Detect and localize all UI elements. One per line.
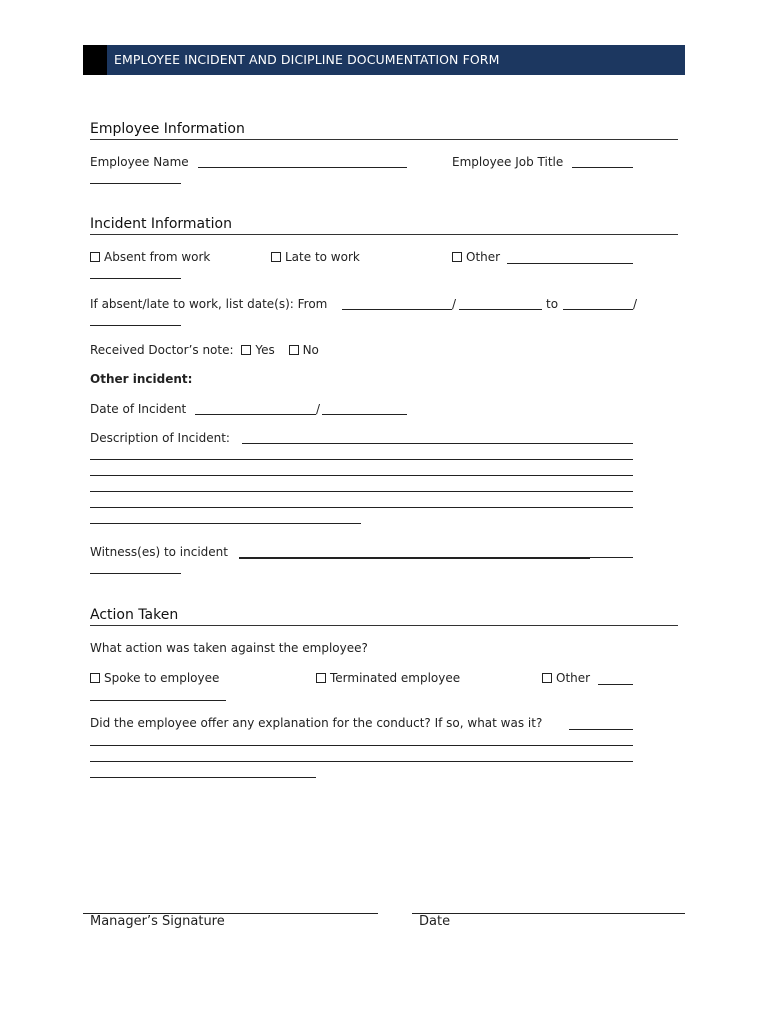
checkbox-icon[interactable] — [90, 673, 100, 683]
checkbox-icon[interactable] — [452, 252, 462, 262]
section-title-action-taken: Action Taken — [90, 607, 179, 623]
date-separator: / — [452, 297, 457, 311]
action-question: What action was taken against the employee? — [90, 641, 368, 655]
action-other-option[interactable] — [542, 671, 590, 685]
doctor-note-no-label: No — [302, 343, 319, 357]
checkbox-icon[interactable] — [289, 345, 299, 355]
section-title-employee-information: Employee Information — [90, 121, 245, 137]
date-to-field-1[interactable] — [563, 309, 633, 310]
explanation-question: Did the employee offer any explanation for the conduct? If so, what was it? — [90, 716, 543, 730]
checkbox-icon[interactable] — [90, 252, 100, 262]
other-incident-heading: Other incident: — [90, 372, 193, 386]
explanation-line[interactable] — [90, 777, 316, 778]
description-field[interactable] — [242, 443, 633, 444]
date-of-incident-label: Date of Incident — [90, 402, 187, 416]
dates-to-label: to — [546, 297, 559, 311]
spoke-to-employee-label: Spoke to employee — [104, 671, 220, 685]
section-rule — [90, 139, 678, 140]
terminated-employee-label: Terminated employee — [330, 671, 461, 685]
date-to-field-2[interactable] — [90, 325, 181, 326]
spoke-to-employee-option[interactable] — [90, 671, 219, 685]
incident-other-label: Other — [466, 250, 501, 264]
witness-label: Witness(es) to incident — [90, 545, 228, 559]
date-separator: / — [633, 297, 638, 311]
witness-field-continued[interactable] — [90, 573, 181, 574]
incident-other-field-continued[interactable] — [90, 278, 181, 279]
employee-name-label: Employee Name — [90, 155, 189, 169]
form-title: EMPLOYEE INCIDENT AND DICIPLINE DOCUMENTATION FORM — [114, 52, 500, 67]
description-line[interactable] — [90, 459, 633, 460]
employee-name-field[interactable] — [198, 167, 407, 168]
checkbox-icon[interactable] — [316, 673, 326, 683]
explanation-line[interactable] — [90, 745, 633, 746]
incident-other-field[interactable] — [507, 263, 633, 264]
form-header — [83, 45, 685, 75]
terminated-employee-option[interactable] — [316, 671, 460, 685]
action-other-field-continued[interactable] — [90, 700, 226, 701]
date-of-incident-field-1[interactable] — [195, 414, 316, 415]
action-other-field[interactable] — [598, 684, 633, 685]
incident-other-option[interactable] — [452, 250, 500, 264]
explanation-line[interactable] — [90, 761, 633, 762]
description-line[interactable] — [90, 491, 633, 492]
dates-from-label: If absent/late to work, list date(s): From — [90, 297, 328, 311]
absent-from-work-option[interactable] — [90, 250, 210, 264]
witness-field[interactable] — [239, 557, 590, 559]
witness-field-end[interactable] — [590, 557, 633, 558]
description-line[interactable] — [90, 523, 361, 524]
checkbox-icon[interactable] — [271, 252, 281, 262]
manager-signature-label: Manager’s Signature — [90, 914, 225, 929]
section-rule — [90, 234, 678, 235]
doctor-note-yes-label: Yes — [255, 343, 275, 357]
section-title-incident-information: Incident Information — [90, 216, 232, 232]
late-to-work-option[interactable] — [271, 250, 360, 264]
employee-job-title-label: Employee Job Title — [452, 155, 564, 169]
explanation-field[interactable] — [569, 729, 633, 730]
date-from-field-2[interactable] — [459, 309, 542, 310]
doctor-note-question — [90, 343, 319, 357]
header-accent — [83, 45, 107, 75]
description-of-incident-label: Description of Incident: — [90, 431, 230, 445]
employee-job-title-field[interactable] — [572, 167, 633, 168]
date-from-field-1[interactable] — [342, 309, 452, 310]
signature-date-label: Date — [419, 914, 451, 929]
date-of-incident-field-2[interactable] — [322, 414, 407, 415]
date-separator: / — [316, 402, 321, 416]
employee-job-title-field-continued[interactable] — [90, 183, 181, 184]
late-to-work-label: Late to work — [285, 250, 360, 264]
signature-date-line[interactable] — [412, 913, 685, 914]
description-line[interactable] — [90, 507, 633, 508]
action-other-label: Other — [556, 671, 591, 685]
checkbox-icon[interactable] — [241, 345, 251, 355]
absent-from-work-label: Absent from work — [104, 250, 211, 264]
checkbox-icon[interactable] — [542, 673, 552, 683]
description-line[interactable] — [90, 475, 633, 476]
section-rule — [90, 625, 678, 626]
doctor-note-label: Received Doctor’s note: — [90, 343, 234, 357]
